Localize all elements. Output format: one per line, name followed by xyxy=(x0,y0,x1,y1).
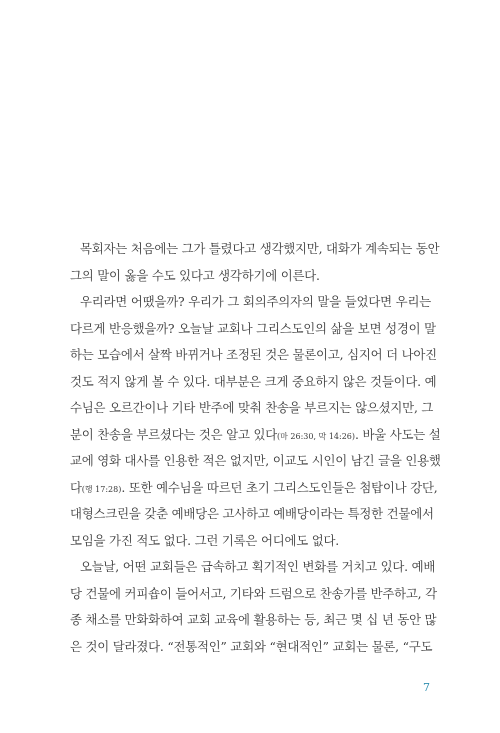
text-line-with-reference xyxy=(70,422,441,449)
text-line-with-reference xyxy=(70,475,438,502)
text-line: 당 건물에 커피숍이 들어서고, 기타와 드럼으로 찬송가를 반주하고, 각 xyxy=(70,585,437,601)
text-segment: 분이 찬송을 부르셨다는 것은 알고 있다 xyxy=(70,426,278,442)
scripture-reference: (행 17:28) xyxy=(81,484,122,494)
text-segment: 다 xyxy=(70,479,82,495)
scripture-reference: (마 26:30, 막 14:26) xyxy=(277,431,355,441)
text-segment: . 또한 예수님을 따르던 초기 그리스도인들은 첨탑이나 강단, xyxy=(121,479,438,495)
text-line: 우리라면 어땠을까? 우리가 그 회의주의자의 말을 들었다면 우리는 xyxy=(80,294,431,309)
text-segment: . 바울 사도는 설 xyxy=(355,426,441,442)
text-line: 것도 적지 않게 볼 수 있다. 대부분은 크게 중요하지 않은 것들이다. 예 xyxy=(70,373,437,389)
text-line: 그의 말이 옳을 수도 있다고 생각하기에 이른다. xyxy=(70,267,320,283)
text-line: 대형스크린을 갖춘 예배당은 고사하고 예배당이라는 특정한 건물에서 xyxy=(70,506,434,521)
text-line: 다르게 반응했을까? 오늘날 교회나 그리스도인의 삶을 보면 성경이 말 xyxy=(70,320,436,336)
text-line: 종 채소를 만화화하여 교회 교육에 활용하는 등, 최근 몇 십 년 동안 많 xyxy=(70,612,437,627)
text-line: 수님은 오르간이나 기타 반주에 맞춰 찬송을 부르지는 않으셨지만, 그 xyxy=(70,400,434,415)
body-text xyxy=(70,236,441,660)
text-line: 목회자는 처음에는 그가 틀렸다고 생각했지만, 대화가 계속되는 동안 xyxy=(80,241,440,256)
text-line: 오늘날, 어떤 교회들은 급속하고 획기적인 변화를 거치고 있다. 예배 xyxy=(80,559,436,574)
text-line: 은 것이 달라졌다. “전통적인” 교회와 “현대적인” 교회는 물론, “구도 xyxy=(70,638,433,654)
page-number: 7 xyxy=(423,681,430,694)
text-line: 교에 영화 대사를 인용한 적은 없지만, 이교도 시인이 남긴 글을 인용했 xyxy=(70,453,441,468)
text-line: 하는 모습에서 살짝 바뀌거나 조정된 것은 물론이고, 심지어 더 나아진 xyxy=(70,347,437,362)
text-line: 모임을 가진 적도 없다. 그런 기록은 어디에도 없다. xyxy=(70,532,340,548)
